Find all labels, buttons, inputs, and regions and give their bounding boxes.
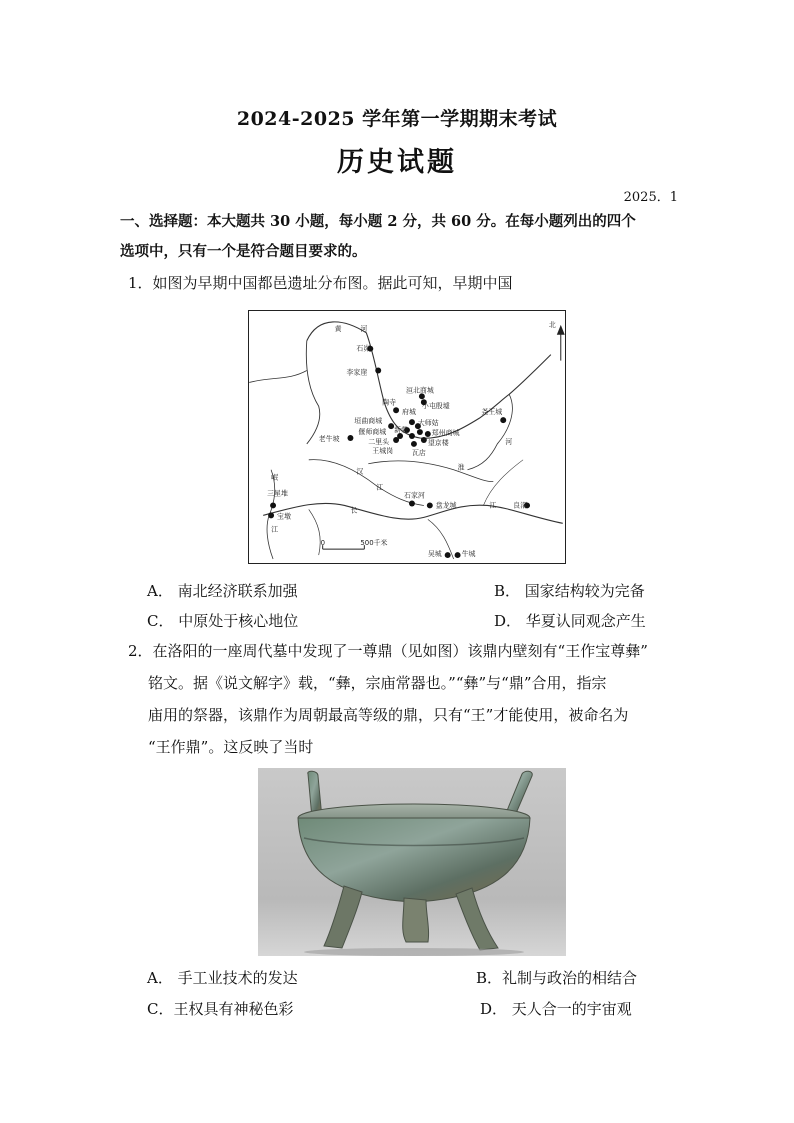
label-xiaotun: 小屯殷墟: [421, 402, 450, 411]
label-wangchenggang: 王城岗: [372, 446, 394, 455]
label-fucheng: 府城: [402, 408, 416, 417]
label-jiang-3: 江: [489, 501, 497, 510]
label-liangzhu: 良渚: [513, 501, 528, 510]
label-yaowangcheng: 尧王城: [481, 408, 503, 417]
q1-option-c: C． 中原处于核心地位: [147, 612, 299, 630]
north-arrow-icon: [557, 325, 565, 335]
label-jiang-1: 江: [376, 483, 384, 492]
label-erlitou: 二里头: [368, 437, 390, 446]
huai-river: [368, 461, 493, 482]
label-zhengzhou: 郑州商城: [431, 429, 460, 438]
ding-bowl: [298, 818, 530, 902]
subject-title: 历史试题: [337, 147, 457, 178]
label-huanghe-2: 河: [360, 324, 368, 333]
label-xinzhai: 新砦: [394, 426, 408, 435]
exam-date: 2025．1: [623, 190, 678, 205]
label-wucheng: 吴城: [427, 550, 442, 559]
label-jiang-2: 江: [271, 525, 279, 534]
label-panlongcheng: 盘龙城: [435, 501, 457, 510]
label-huanghe-1: 黄: [334, 324, 342, 333]
label-scale-500: 500千米: [360, 539, 388, 548]
q2-option-a: A． 手工业技术的发达: [147, 969, 298, 987]
question-2-line1: 2．在洛阳的一座周代墓中发现了一尊鼎（见如图）该鼎内壁刻有“王作宝尊彝”: [128, 642, 648, 660]
q2-option-b: B．礼制与政治的相结合: [476, 969, 638, 987]
question-1-stem: 1．如图为早期中国都邑遗址分布图。据此可知，早期中国: [128, 274, 513, 292]
question-2-line4: “王作鼎”。这反映了当时: [148, 738, 314, 756]
ding-leg-middle: [403, 898, 429, 942]
label-min: 岷: [271, 473, 279, 482]
label-laoniupo: 老牛坡: [318, 434, 340, 443]
label-taishi: 大师姑: [417, 419, 439, 428]
section-instructions-line1: 一、选择题：本大题共 30 小题，每小题 2 分，共 60 分。在每小题列出的四个: [120, 213, 636, 230]
label-wadian: 瓦店: [411, 448, 426, 457]
question-2-line3: 庙用的祭器，该鼎作为周朝最高等级的鼎，只有“王”才能使用，被命名为: [148, 706, 629, 724]
label-huai: 淮: [457, 463, 465, 472]
label-lijiaya: 李家崖: [346, 368, 368, 377]
label-north: 北: [548, 320, 556, 329]
label-yuanbei: 洹北商城: [406, 386, 434, 395]
q2-option-c: C．王权具有神秘色彩: [147, 1000, 294, 1018]
river-east: [468, 394, 513, 469]
q1-option-d: D． 华夏认同观念产生: [494, 612, 646, 630]
river-southwest: [309, 509, 320, 555]
river-east-south: [483, 460, 523, 506]
river-west: [306, 341, 319, 444]
ding-svg: [258, 768, 566, 956]
question-2-line2: 铭文。据《说文解字》载，“彝，宗庙常器也。”“彝”与“鼎”合用，指宗: [148, 674, 607, 692]
label-chang: 长: [350, 506, 358, 515]
label-baodun: 宝墩: [277, 512, 291, 521]
ding-leg-left: [324, 886, 362, 948]
label-shimao: 石峁: [356, 344, 371, 353]
label-he-2: 河: [505, 437, 513, 446]
label-yanshi: 偃师商城: [358, 428, 387, 437]
q2-option-d: D． 天人合一的宇宙观: [480, 1000, 632, 1018]
ding-shadow: [304, 948, 524, 956]
label-yuanqu: 垣曲商城: [354, 417, 383, 426]
label-taosi: 陶寺: [382, 398, 397, 407]
site-dots: [268, 346, 530, 558]
label-niucheng: 牛城: [461, 550, 476, 559]
section-instructions-line2: 选项中，只有一个是符合题目要求的。: [120, 243, 367, 260]
label-scale-0: 0: [320, 539, 326, 548]
ding-leg-right: [456, 888, 498, 950]
exam-title: 2024-2025 学年第一学期期末考试: [236, 108, 558, 130]
river-northwest: [249, 371, 307, 383]
capital-sites-map: [248, 310, 566, 564]
label-wangjinglou: 望京楼: [427, 438, 449, 447]
q1-option-b: B． 国家结构较为完备: [494, 582, 645, 600]
label-sanxingdui: 三星堆: [267, 489, 288, 498]
q1-option-a: A． 南北经济联系加强: [147, 582, 298, 600]
label-han: 汉: [356, 467, 364, 476]
bronze-ding-photo: [258, 768, 566, 956]
map-svg: [249, 311, 565, 563]
label-shijiahe: 石家河: [404, 491, 425, 500]
